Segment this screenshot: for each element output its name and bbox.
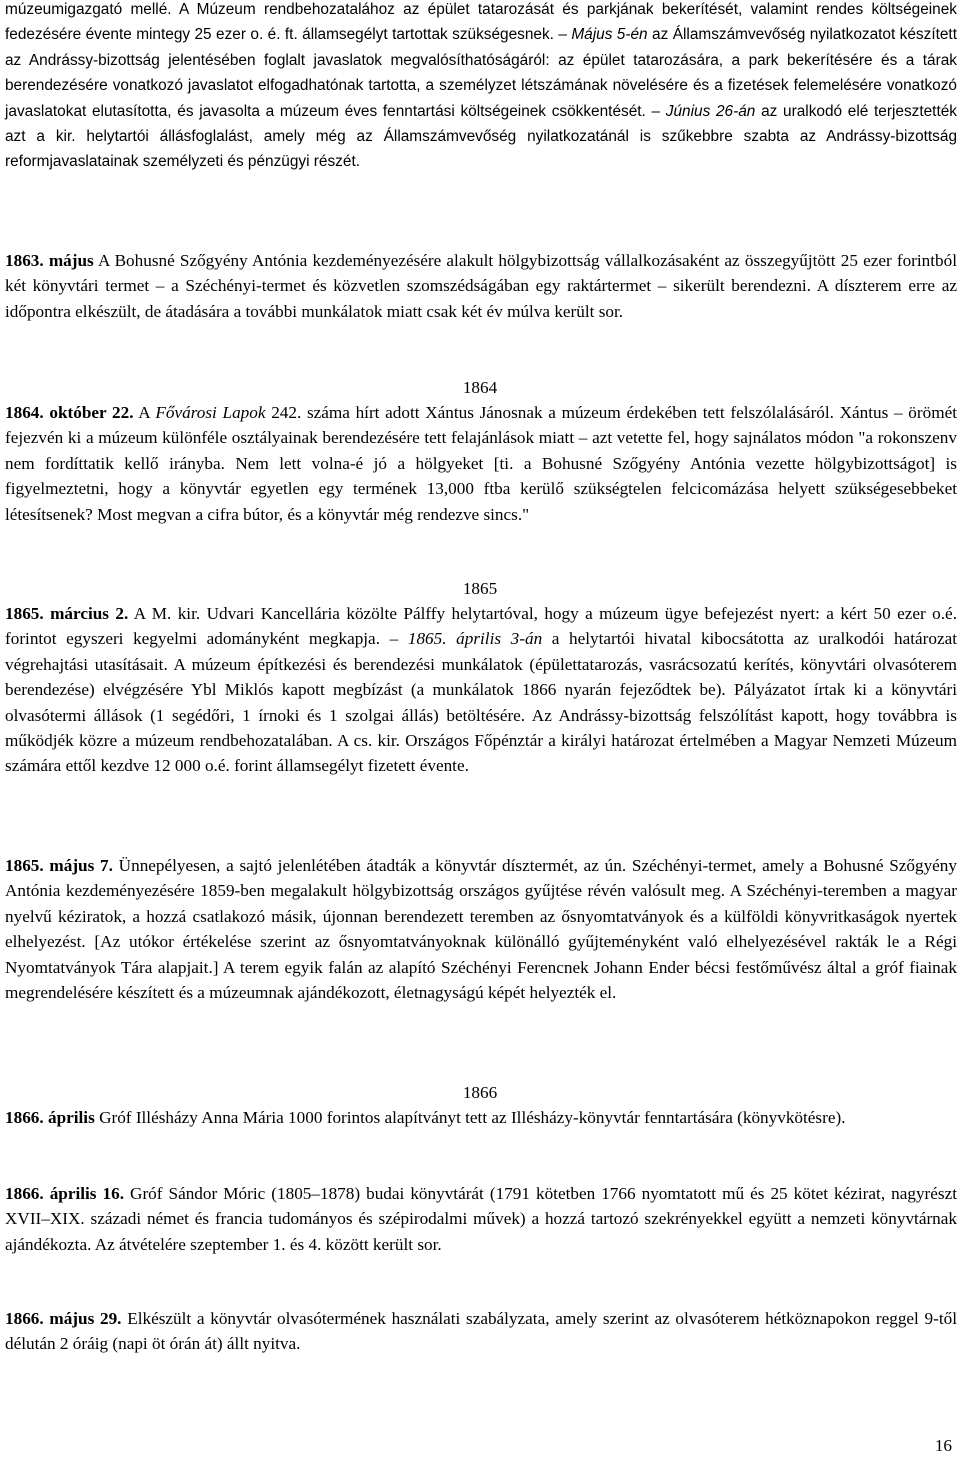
paragraph-text: múzeumigazgató mellé. A Múzeum rendbehozatalához az épület tatarozását és parkjának bekerítését, valamint rendes költségeinek fedezésére évente mintegy 25 ezer o. é. ft. államsegélyt tartottak szükségesnek.: [5, 1, 957, 44]
entry-text: 242. száma hírt adott Xántus Jánosnak a múzeum érdekében tett felszólalásáról. Xántus – örömét fejezvén ki a múzeum különféle osztályainak berendezésére tett felajánlások miatt – azt vetette fel, hogy sajnálatos módon "a rokonszenv nem fordíttatik kellő irányba. Nem lett volna-é jó a hölgyeket [ti. a Bohusné Szőgyény Antónia vezette hölgybizottságot] is figyelmeztetni, hogy a könyvtár egyetlen egy termének 13,000 ftba kerülő szükségtelen felcicomázása helyett szükségesebbeket létesítsenek? Most megvan a cifra bútor, és a könyvtár még rendezve sincs.": [5, 403, 957, 524]
entry-1865-may-7: [5, 853, 957, 1005]
entry-text: Ünnepélyesen, a sajtó jelenlétében átadták a könyvtár dísztermét, az ún. Széchényi-termet, amely a Bohusné Szőgyény Antónia kezdeményezésére 1859-ben megalakult hölgybizottság országos gyűjtése révén valósult meg. A Széchényi-teremben a magyar nyelvű kéziratok, a hozzá csatlakozó másik, újonnan berendezett teremben az ősnyomtatványok és a külföldi könyvritkaságok nyertek elhelyezést. [Az utókor értékelése szerint az ősnyomtatványoknak különálló gyűjteményként való elhelyezésével rakták le a Régi Nyomtatványok Tára alapjait.] A terem egyik falán az alapító Széchényi Ferencnek Johann Ender bécsi festőművész által a gróf fiainak megrendelésére készített és a múzeumnak ajándékozott, életnagyságú képét helyezték el.: [5, 856, 957, 1003]
entry-date: 1866. április 16.: [5, 1184, 125, 1203]
page-number: 16: [934, 1436, 952, 1455]
entry-date: 1865. március 2.: [5, 604, 129, 623]
date-may-5: – Május 5-én: [558, 26, 648, 44]
entry-text: A M. kir. Udvari Kancellária közölte Pálffy helytartóval, hogy a múzeum ügye befejezést nyert: a kért 50 ezer o.é. forintot egyszeri kegyelmi adományként megkapja.: [5, 604, 957, 649]
entry-date: 1864. október 22.: [5, 403, 134, 422]
paragraph-text: az uralkodó elé terjesztették azt a kir. helytartói állásfoglalást, amely még az Államszámvevőség nyilatkozatánál is szűkebbre szabta az Andrássy-bizottság reformjavaslatainak személyzeti és pénzügyi részét.: [5, 102, 957, 171]
year-heading-1864: 1864: [462, 378, 498, 397]
paragraph-text: az Államszámvevőség nyilatkozatot készített az Andrássy-bizottság jelentésében foglalt javaslatok megvalósíthatóságáról: az épület tatarozására, a park bekerítésére és a tárak berendezésére vonatkozó javaslatot elfogadhatónak tartotta, a személyzet létszámának növelésére és a fizetések felemelésére vonatkozó javaslatokat elutasította, és javasolta a múzeum éves fenntartási költségeinek csökkentését.: [5, 26, 957, 120]
entry-1864-october-22: [5, 400, 957, 527]
year-heading-1866: 1866: [462, 1083, 498, 1102]
journal-title: Fővárosi Lapok: [155, 403, 266, 422]
entry-text: Gróf Sándor Móric (1805–1878) budai könyvtárát (1791 kötetben 1766 nyomtatott mű és 25 kötet kézirat, nagyrészt XVII–XIX. századi német és francia tudományos és szépirodalmi művek) a hozzá tartozó szekrényekkel együtt a nemzeti könyvtárnak ajándékozta. Az átvételére szeptember 1. és 4. között került sor.: [5, 1184, 957, 1254]
entry-text: A: [133, 403, 156, 422]
entry-1866-april-16: [5, 1181, 957, 1257]
entry-1866-may-29: [5, 1306, 957, 1357]
entry-1863-may: [5, 248, 957, 324]
date-june-26: – Június 26-án: [651, 102, 756, 120]
entry-1865-march-2: [5, 601, 957, 779]
entry-1866-april: [5, 1105, 957, 1130]
date-april-3: – 1865. április 3-án: [389, 629, 543, 649]
year-heading-1865: 1865: [462, 579, 498, 598]
entry-text: A Bohusné Szőgyény Antónia kezdeményezésére alakult hölgybizottság vállalkozásaként az összegyűjtött 25 ezer forintból két könyvtári termet – a Széchényi-termet és közvetlen szomszédságában egy raktártermet – sikerült berendezni. A díszterem erre az időpontra elkészült, de átadására a további munkálatok miatt csak két év múlva került sor.: [5, 251, 957, 321]
entry-date: 1863. május: [5, 251, 94, 270]
entry-text: Elkészült a könyvtár olvasótermének használati szabályzata, amely szerint az olvasóterem hétköznapokon reggel 9-től délután 2 óráig (napi öt órán át) állt nyitva.: [5, 1309, 957, 1354]
entry-date: 1866. május 29.: [5, 1309, 122, 1328]
entry-date: 1865. május 7.: [5, 856, 113, 875]
entry-date: 1866. április: [5, 1108, 95, 1127]
paragraph-1862-continued: [5, 0, 957, 175]
entry-text: Gróf Illésházy Anna Mária 1000 forintos alapítványt tett az Illésházy-könyvtár fenntartására (könyvkötésre).: [94, 1108, 846, 1127]
entry-text: a helytartói hivatal kibocsátotta az uralkodói határozat végrehajtási utasításait. A múzeum építkezési és berendezési munkálatok (épülettatarozás, vasrácsozatú kerítés, könyvtári olvasóterem berendezése) elvégzésére Ybl Miklós kapott megbízást (a munkálatok 1866 nyarán fejeződtek be). Pályázatot írtak ki a könyvtári olvasótermi állások (1 segédőri, 1 írnoki és 1 szolgai állás) betöltésére. Az Andrássy-bizottság felszólítást kapott, hogy továbbra is működjék közre a múzeum rendbehozatalában. A cs. kir. Országos Főpénztár a királyi határozat értelmében a Magyar Nemzeti Múzeum számára ettől kezdve 12 000 o.é. forint államsegélyt fizetett évente.: [5, 629, 957, 776]
